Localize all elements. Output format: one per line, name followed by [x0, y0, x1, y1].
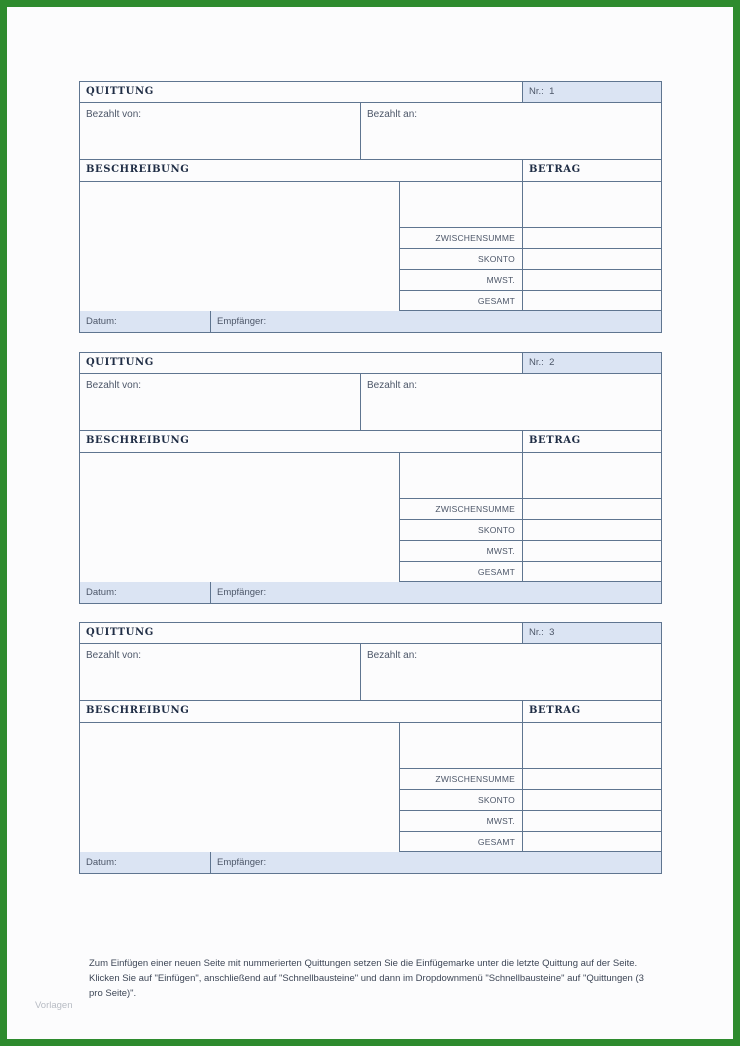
subtotal-value[interactable] [522, 769, 661, 790]
description-header-row [80, 701, 661, 723]
item-amount-cell[interactable] [522, 182, 661, 228]
document-page [7, 7, 733, 1039]
amount-header: BETRAG [522, 701, 661, 722]
total-value[interactable] [522, 562, 661, 582]
line-items-area [80, 453, 661, 582]
vat-value[interactable] [522, 811, 661, 832]
item-amount-cell[interactable] [522, 723, 661, 769]
receipt-title: QUITTUNG [86, 627, 154, 638]
amount-header: BETRAG [522, 160, 661, 181]
date-field[interactable]: Datum: [86, 316, 117, 327]
date-field[interactable]: Datum: [86, 587, 117, 598]
recipient-field[interactable]: Empfänger: [210, 852, 661, 873]
receipt-header-row [80, 623, 661, 644]
total-value[interactable] [522, 291, 661, 311]
subtotal-label: ZWISCHENSUMME [399, 769, 522, 790]
description-header-row [80, 160, 661, 182]
item-amount-cell[interactable] [522, 453, 661, 499]
receipt-number-value: 1 [549, 86, 555, 97]
description-field[interactable] [80, 723, 399, 852]
discount-label: SKONTO [399, 249, 522, 270]
payer-row [80, 103, 661, 160]
vat-value[interactable] [522, 270, 661, 291]
footer-row [80, 852, 661, 873]
receipt-3 [79, 622, 662, 874]
watermark: Vorlagen [35, 1000, 73, 1011]
paid-by-field[interactable]: Bezahlt von: [86, 650, 142, 661]
description-field[interactable] [80, 182, 399, 311]
description-field[interactable] [80, 453, 399, 582]
subtotal-value[interactable] [522, 499, 661, 520]
receipt-number[interactable] [522, 623, 661, 643]
footer-row [80, 582, 661, 603]
total-label: GESAMT [399, 562, 522, 582]
subtotal-value[interactable] [522, 228, 661, 249]
vat-label: MWST. [399, 541, 522, 562]
receipt-1 [79, 81, 662, 333]
discount-value[interactable] [522, 520, 661, 541]
description-header: BESCHREIBUNG [86, 705, 190, 716]
footer-row [80, 311, 661, 332]
subtotal-label: ZWISCHENSUMME [399, 228, 522, 249]
receipt-number-value: 2 [549, 357, 555, 368]
receipt-header-row [80, 353, 661, 374]
paid-to-field[interactable]: Bezahlt an: [360, 644, 661, 700]
discount-label: SKONTO [399, 520, 522, 541]
date-field[interactable]: Datum: [86, 857, 117, 868]
receipt-number-label: Nr.: [529, 357, 544, 368]
instruction-footnote: Zum Einfügen einer neuen Seite mit nummerierten Quittungen setzen Sie die Einfügemarke unter die letzte Quittung auf der Seite. Klicken Sie auf "Einfügen", anschließend auf "Schnellbausteine" und dann im Dropdownmenü "Schnellbausteine" auf "Quittungen (3 pro Seite)". [89, 958, 644, 999]
receipt-number-value: 3 [549, 627, 555, 638]
receipt-number-label: Nr.: [529, 627, 544, 638]
discount-value[interactable] [522, 790, 661, 811]
item-cell[interactable] [399, 182, 522, 228]
receipt-title: QUITTUNG [86, 86, 154, 97]
receipt-number-label: Nr.: [529, 86, 544, 97]
receipt-2 [79, 352, 662, 604]
vat-label: MWST. [399, 811, 522, 832]
paid-by-field[interactable]: Bezahlt von: [86, 109, 142, 120]
vat-label: MWST. [399, 270, 522, 291]
vat-value[interactable] [522, 541, 661, 562]
recipient-field[interactable]: Empfänger: [210, 582, 661, 603]
total-label: GESAMT [399, 291, 522, 311]
description-header: BESCHREIBUNG [86, 435, 190, 446]
receipt-number[interactable] [522, 353, 661, 373]
item-cell[interactable] [399, 723, 522, 769]
line-items-area [80, 723, 661, 852]
discount-value[interactable] [522, 249, 661, 270]
payer-row [80, 374, 661, 431]
amount-header: BETRAG [522, 431, 661, 452]
payer-row [80, 644, 661, 701]
recipient-field[interactable]: Empfänger: [210, 311, 661, 332]
subtotal-label: ZWISCHENSUMME [399, 499, 522, 520]
description-header-row [80, 431, 661, 453]
paid-to-field[interactable]: Bezahlt an: [360, 374, 661, 430]
item-cell[interactable] [399, 453, 522, 499]
total-label: GESAMT [399, 832, 522, 852]
discount-label: SKONTO [399, 790, 522, 811]
paid-to-field[interactable]: Bezahlt an: [360, 103, 661, 159]
total-value[interactable] [522, 832, 661, 852]
paid-by-field[interactable]: Bezahlt von: [86, 380, 142, 391]
line-items-area [80, 182, 661, 311]
receipt-number[interactable] [522, 82, 661, 102]
description-header: BESCHREIBUNG [86, 164, 190, 175]
receipt-header-row [80, 82, 661, 103]
receipt-title: QUITTUNG [86, 357, 154, 368]
